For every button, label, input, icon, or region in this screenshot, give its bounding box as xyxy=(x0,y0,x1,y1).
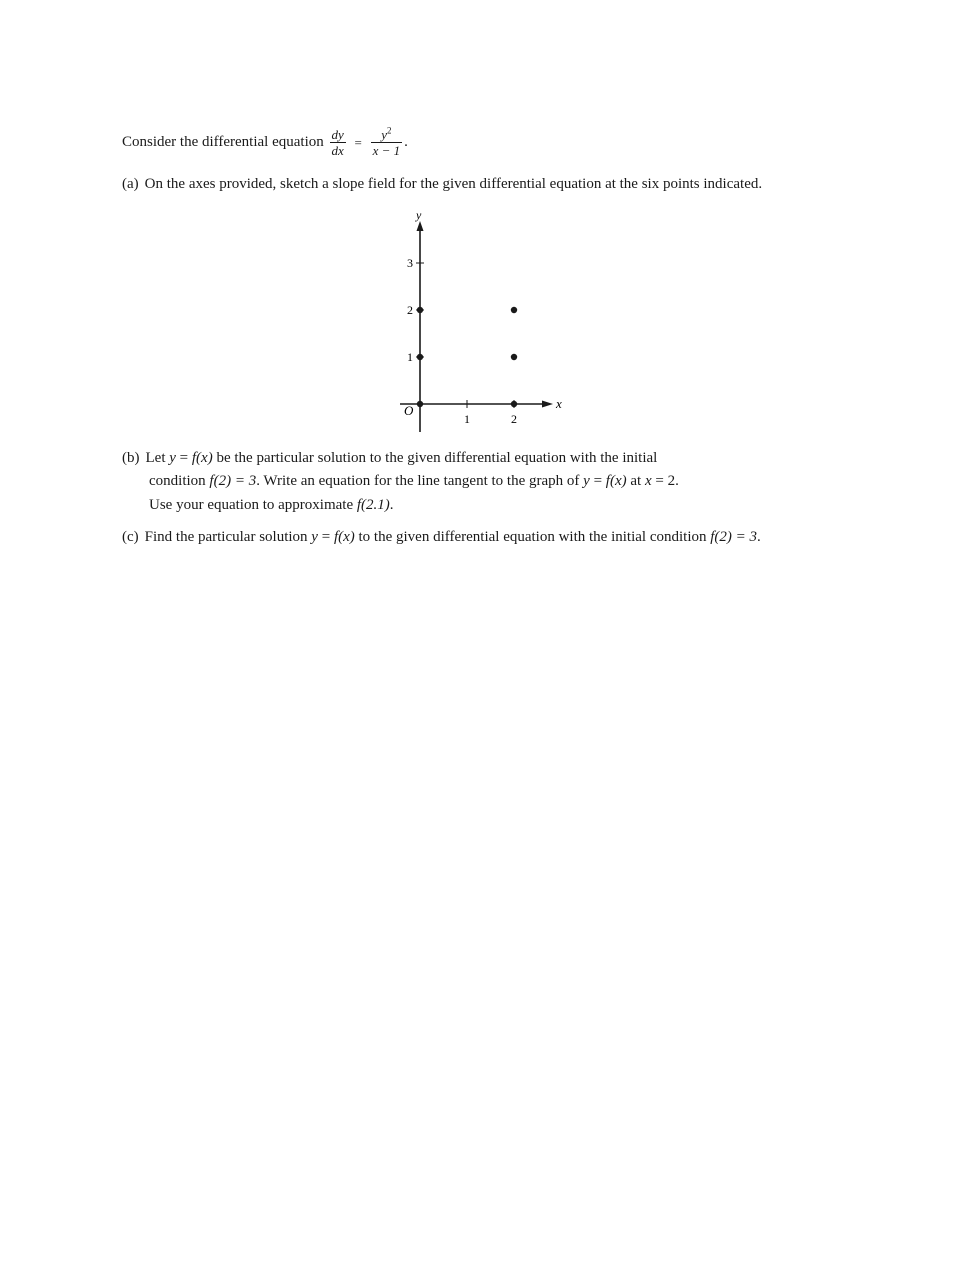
part-c xyxy=(122,528,761,546)
intro-text: Consider the differential equation xyxy=(122,133,324,150)
x-axis-label: x xyxy=(556,396,562,411)
derivative-fraction xyxy=(330,128,346,157)
part-c-fx: f(x) xyxy=(333,529,355,545)
tick-labels-group xyxy=(404,208,562,426)
part-b-period: . xyxy=(389,497,394,513)
part-b-x-value: = 2. xyxy=(655,473,679,489)
part-a-label: (a) xyxy=(122,176,139,192)
part-b-label: (b) xyxy=(122,450,140,466)
slope-point-0-0 xyxy=(417,401,423,407)
x-tick-label-2: 2 xyxy=(511,412,517,426)
slope-point-2-2 xyxy=(511,307,517,313)
part-c-text-1: Find the particular solution xyxy=(144,529,308,545)
equals-sign: = xyxy=(354,134,362,150)
rhs-fraction xyxy=(371,125,403,158)
y-tick-label-3: 3 xyxy=(407,256,413,270)
part-b-at: at xyxy=(630,473,642,489)
slope-point-0-1 xyxy=(417,354,423,360)
points-group xyxy=(417,307,517,407)
derivative-numerator: dy xyxy=(331,127,344,142)
part-b-eq-2: = xyxy=(593,473,603,489)
part-b-initial-condition: f(2) = 3 xyxy=(209,473,257,489)
part-c-label: (c) xyxy=(122,529,139,545)
rhs-denominator: x − 1 xyxy=(372,143,401,158)
part-b-fx: f(x) xyxy=(191,450,213,466)
part-a-text: On the axes provided, sketch a slope field for the given differential equation at the six points indicated. xyxy=(144,176,763,192)
part-b-fx-2: f(x) xyxy=(605,473,627,489)
part-b-text-1: be the particular solution to the given differential equation with the initial xyxy=(216,450,658,466)
part-c-initial-condition: f(2) = 3 xyxy=(710,529,758,545)
problem-intro xyxy=(122,125,408,158)
y-axis-label: y xyxy=(416,208,422,222)
part-c-text-2: to the given differential equation with the initial condition xyxy=(358,529,707,545)
part-b-y: y xyxy=(169,450,176,466)
origin-label: O xyxy=(404,403,414,418)
derivative-denominator: dx xyxy=(331,143,344,158)
part-b-y-2: y xyxy=(583,473,590,489)
part-a xyxy=(122,175,762,193)
slope-point-2-0 xyxy=(511,401,517,407)
x-axis-arrow xyxy=(542,401,553,408)
rhs-numerator-exponent: 2 xyxy=(387,125,392,136)
slope-point-2-1 xyxy=(511,354,517,360)
part-b-line-2 xyxy=(149,472,679,490)
y-tick-label-2: 2 xyxy=(407,303,413,317)
part-b-eq: = xyxy=(179,450,189,466)
intro-period: . xyxy=(404,133,408,150)
rhs-numerator xyxy=(371,125,403,143)
part-c-eq: = xyxy=(321,529,331,545)
part-b-approx-value: f(2.1) xyxy=(356,497,390,513)
part-c-period: . xyxy=(757,529,761,545)
ticks-group xyxy=(416,263,514,408)
x-tick-label-1: 1 xyxy=(464,412,470,426)
y-axis-arrow xyxy=(417,221,424,231)
part-b-x: x xyxy=(644,473,652,489)
slope-field-axes xyxy=(390,200,570,440)
part-b-condition: condition xyxy=(149,473,206,489)
rhs-numerator-base: y xyxy=(381,127,388,142)
part-b-text-2: . Write an equation for the line tangent to the graph of xyxy=(256,473,580,489)
y-tick-label-1: 1 xyxy=(407,350,413,364)
part-b-approx-text: Use your equation to approximate xyxy=(149,497,354,513)
part-b-line-3 xyxy=(149,496,394,514)
part-b-let: Let xyxy=(145,450,166,466)
slope-point-0-2 xyxy=(417,307,423,313)
axes-group xyxy=(400,221,553,432)
part-c-y: y xyxy=(311,529,318,545)
part-b-line-1 xyxy=(122,449,657,467)
